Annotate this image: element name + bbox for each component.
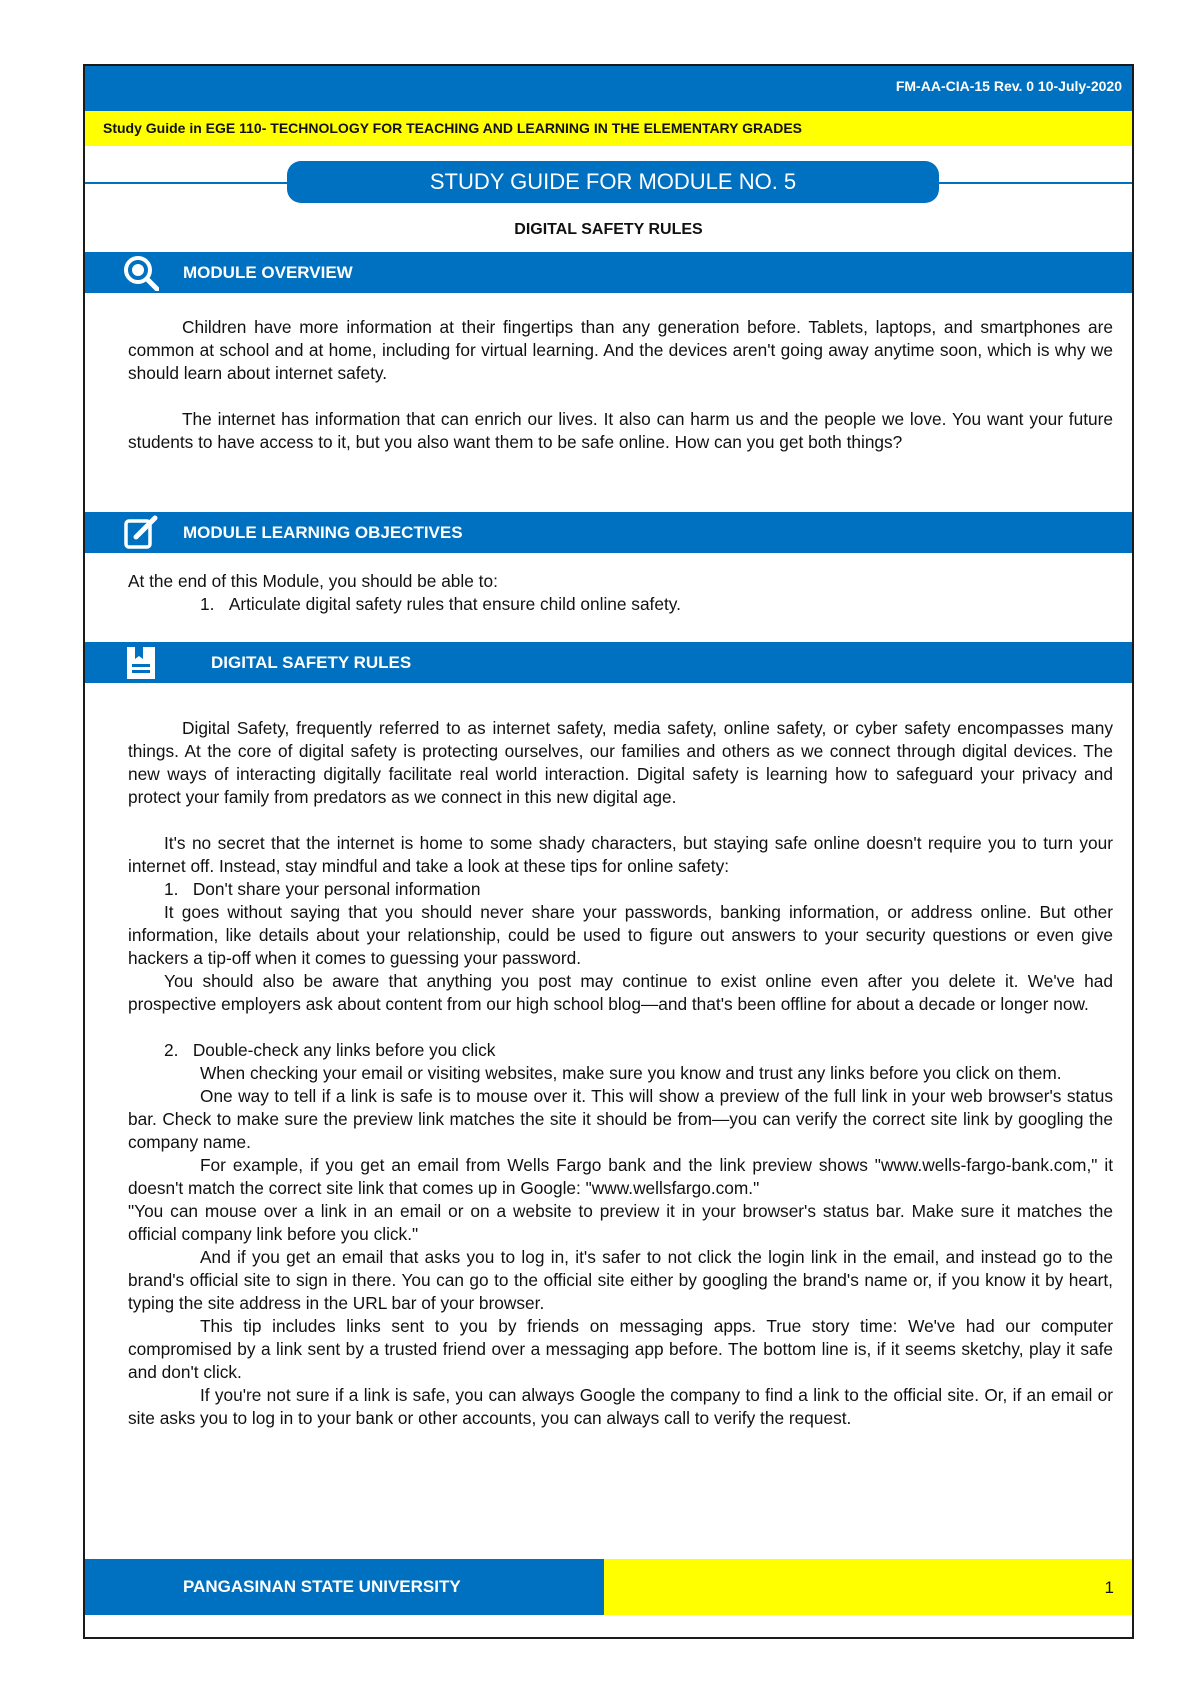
rules-paragraph: It's no secret that the internet is home to some shady characters, but staying safe online doesn't require you to turn your internet off. Instead, stay mindful and take a look at these tips for online safety: [128, 833, 1113, 876]
document-page [83, 64, 1134, 1639]
magnifier-icon [123, 255, 159, 291]
title-rule-right [939, 182, 1132, 184]
header-bar [85, 66, 1132, 111]
tip-title: 2. Double-check any links before you click [164, 1040, 496, 1060]
module-title: STUDY GUIDE FOR MODULE NO. 5 [287, 161, 939, 203]
title-rule-left [85, 182, 287, 184]
tip-paragraph: It goes without saying that you should never share your passwords, banking information, or address online. But other information, like details about your relationship, could be used to figure out answers to your security questions or even give hackers a tip-off when it comes to guessing your password. [128, 902, 1113, 968]
tip-paragraph: One way to tell if a link is safe is to mouse over it. This will show a preview of the full link in your web browser's status bar. Check to make sure the preview link matches the site it should be from—you can verify the correct site link by googling the company name. [128, 1086, 1113, 1152]
objectives-intro: At the end of this Module, you should be able to: [128, 571, 498, 591]
tip-paragraph: When checking your email or visiting websites, make sure you know and trust any links before you click on them. [200, 1063, 1062, 1083]
section-objectives-header [85, 512, 1132, 553]
overview-paragraph: Children have more information at their fingertips than any generation before. Tablets, laptops, and smartphones are common at school and at home, including for virtual learning. And the devices aren't going away anytime soon, which is why we should learn about internet safety. [128, 317, 1113, 383]
section-objectives-title: MODULE LEARNING OBJECTIVES [183, 523, 463, 542]
tip-paragraph: If you're not sure if a link is safe, you can always Google the company to find a link to the official site. Or, if an email or site asks you to log in to your bank or other accounts, you can always call to verify the request. [128, 1385, 1113, 1428]
form-code: FM-AA-CIA-15 Rev. 0 10-July-2020 [895, 78, 1122, 94]
footer-university: PANGASINAN STATE UNIVERSITY [183, 1577, 461, 1596]
tip-paragraph: And if you get an email that asks you to log in, it's safer to not click the login link in the email, and instead go to the brand's official site to sign in there. You can go to the official site either by googling the brand's name or, if you know it by heart, typing the site address in the URL bar of your browser. [128, 1247, 1113, 1313]
tip-title: 1. Don't share your personal information [164, 879, 481, 899]
tip-paragraph: For example, if you get an email from Wells Fargo bank and the link preview shows "www.wells-fargo-bank.com," it doesn't match the correct site link that comes up in Google: "www.wellsfargo.com." [128, 1155, 1113, 1198]
section-rules-header [85, 642, 1132, 683]
section-overview-header [85, 252, 1132, 293]
footer-university-block [85, 1559, 604, 1615]
section-overview-title: MODULE OVERVIEW [183, 263, 353, 282]
section-rules-title: DIGITAL SAFETY RULES [211, 653, 412, 672]
page-number: 1 [1104, 1578, 1114, 1597]
document-icon [123, 645, 159, 681]
footer-page-block [604, 1559, 1132, 1615]
rules-paragraph: Digital Safety, frequently referred to as internet safety, media safety, online safety, or cyber safety encompasses many things. At the core of digital safety is protecting ourselves, our families and others as we connect through digital devices. The new ways of interacting digitally facilitate real world interaction. Digital safety is learning how to safeguard your privacy and protect your family from predators as we connect in this new digital age. [128, 718, 1113, 807]
overview-paragraph: The internet has information that can enrich our lives. It also can harm us and the people we love. You want your future students to have access to it, but you also want them to be safe online. How can you get both things? [128, 409, 1113, 452]
study-guide-bar [85, 111, 1132, 146]
objective-item: 1. Articulate digital safety rules that ensure child online safety. [200, 594, 681, 614]
overview-body [128, 316, 1113, 454]
edit-icon [123, 515, 159, 551]
page-subtitle: DIGITAL SAFETY RULES [514, 221, 703, 238]
objectives-body [128, 570, 1113, 616]
tip-quote: "You can mouse over a link in an email or on a website to preview it in your browser's status bar. Make sure it matches the official company link before you click." [128, 1201, 1113, 1244]
study-guide-label: Study Guide in EGE 110- TECHNOLOGY FOR TEACHING AND LEARNING IN THE ELEMENTARY GRADES [103, 120, 803, 136]
tip-paragraph: You should also be aware that anything you post may continue to exist online even after you delete it. We've had prospective employers ask about content from our high school blog—and that's been offline for about a decade or longer now. [128, 971, 1113, 1014]
tip-paragraph: This tip includes links sent to you by friends on messaging apps. True story time: We've had our computer compromised by a link sent by a trusted friend over a messaging app before. The bottom line is, if it seems sketchy, play it safe and don't click. [128, 1316, 1113, 1382]
rules-body [128, 717, 1113, 1430]
